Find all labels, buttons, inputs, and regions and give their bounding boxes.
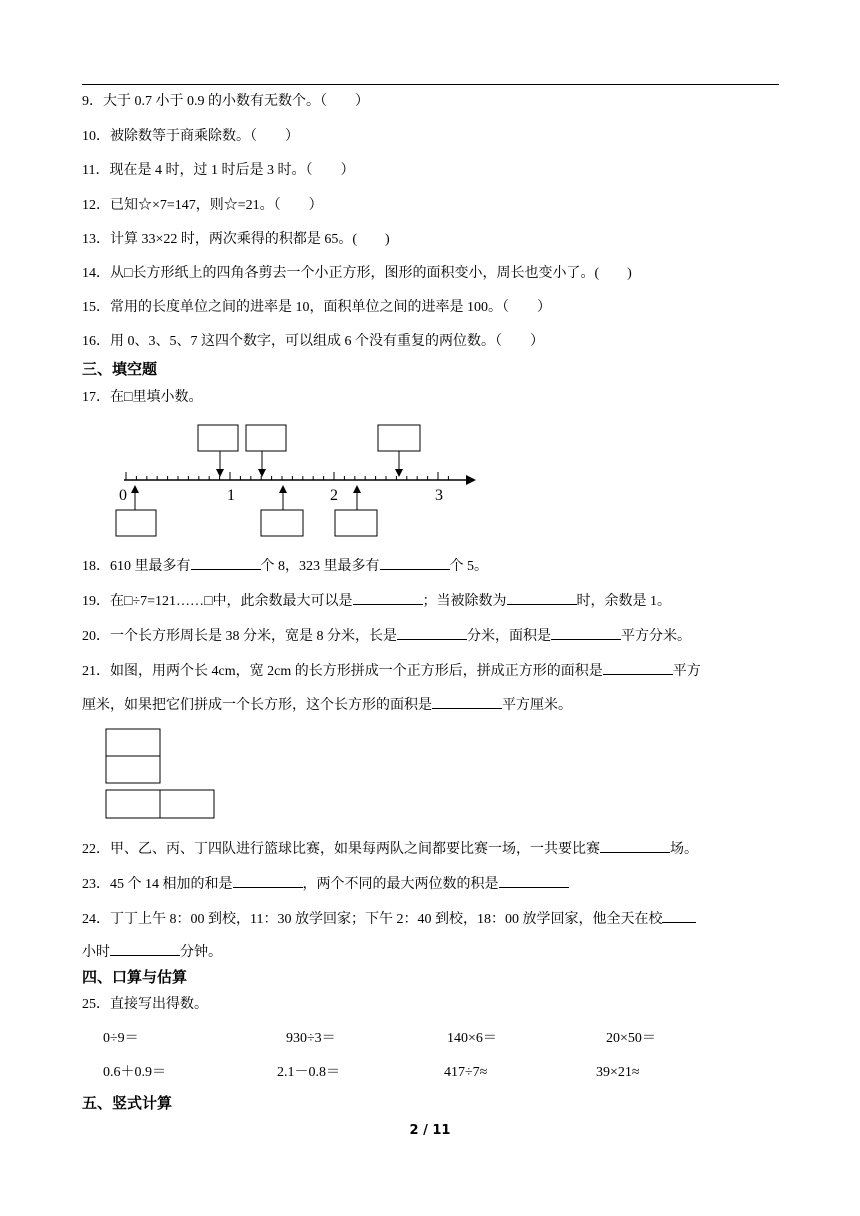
question-19: 19．在□÷7=121……□中，此余数最大可以是 ；当被除数为 时，余数是 1。	[82, 590, 671, 612]
answer-blank[interactable]	[397, 625, 467, 640]
question-25: 25．直接写出得数。	[82, 997, 208, 1012]
question-24-line-2: 小时 分钟。	[82, 941, 222, 963]
question-13: 13．计算 33×22 时，两次乘得的积都是 65。( )	[82, 232, 390, 247]
question-23: 23．45 个 14 相加的和是 ，两个不同的最大两位数的积是	[82, 873, 569, 895]
calc-item: 140×6＝	[447, 1031, 497, 1046]
calc-item: 2.1－0.8＝	[277, 1065, 340, 1080]
question-21-line-2: 厘米，如果把它们拼成一个长方形，这个长方形的面积是 平方厘米。	[82, 694, 572, 716]
question-24-line-1: 24．丁丁上午 8：00 到校，11：30 放学回家；下午 2：40 到校，18：00 放学回家，他全天在校	[82, 908, 696, 930]
tick-label: 3	[435, 487, 443, 504]
answer-blank[interactable]	[499, 873, 569, 888]
answer-blank[interactable]	[353, 590, 423, 605]
answer-blank[interactable]	[110, 941, 180, 956]
answer-blank[interactable]	[380, 555, 450, 570]
question-11: 11．现在是 4 时，过 1 时后是 3 时。（ ）	[82, 163, 355, 178]
answer-blank[interactable]	[551, 625, 621, 640]
question-9: 9．大于 0.7 小于 0.9 的小数有无数个。（ ）	[82, 94, 369, 109]
page-number: 2 / 11	[409, 1123, 451, 1138]
answer-box[interactable]	[116, 510, 156, 536]
calc-item: 0.6＋0.9＝	[103, 1065, 166, 1080]
calc-item: 20×50＝	[606, 1031, 656, 1046]
tick-label: 0	[119, 487, 127, 504]
question-21-line-1: 21．如图，用两个长 4cm，宽 2cm 的长方形拼成一个正方形后，拼成正方形的面积是 平方	[82, 660, 701, 682]
answer-box[interactable]	[198, 425, 238, 451]
answer-blank[interactable]	[600, 838, 670, 853]
answer-box[interactable]	[261, 510, 303, 536]
answer-blank[interactable]	[507, 590, 577, 605]
question-16: 16．用 0、3、5、7 这四个数字，可以组成 6 个没有重复的两位数。（ ）	[82, 334, 544, 349]
calc-item: 39×21≈	[596, 1065, 640, 1080]
section-5-title: 五、竖式计算	[82, 1094, 173, 1112]
header-rule	[82, 84, 779, 85]
question-14: 14．从□长方形纸上的四角各剪去一个小正方形，图形的面积变小，周长也变小了。( )	[82, 266, 632, 281]
number-line-figure	[110, 420, 480, 540]
tick-label: 1	[227, 487, 235, 504]
question-17: 17．在□里填小数。	[82, 390, 203, 405]
question-12: 12．已知☆×7=147，则☆=21。（ ）	[82, 198, 323, 213]
answer-blank[interactable]	[233, 873, 303, 888]
answer-blank[interactable]	[603, 660, 673, 675]
calc-item: 930÷3＝	[286, 1031, 336, 1046]
answer-box[interactable]	[378, 425, 420, 451]
calc-item: 0÷9＝	[103, 1031, 139, 1046]
question-22: 22．甲、乙、丙、丁四队进行篮球比赛，如果每两队之间都要比赛一场，一共要比赛 场。	[82, 838, 698, 860]
tick-label: 2	[330, 487, 338, 504]
section-4-title: 四、口算与估算	[82, 968, 188, 986]
answer-blank[interactable]	[662, 908, 696, 923]
question-15: 15．常用的长度单位之间的进率是 10，面积单位之间的进率是 100。（ ）	[82, 300, 551, 315]
question-10: 10．被除数等于商乘除数。（ ）	[82, 129, 299, 144]
answer-box[interactable]	[246, 425, 286, 451]
answer-box[interactable]	[335, 510, 377, 536]
calc-item: 417÷7≈	[444, 1065, 488, 1080]
question-20: 20．一个长方形周长是 38 分米，宽是 8 分米，长是 分米，面积是 平方分米。	[82, 625, 691, 647]
answer-blank[interactable]	[432, 694, 502, 709]
question-18: 18．610 里最多有 个 8，323 里最多有 个 5。	[82, 555, 488, 577]
section-3-title: 三、填空题	[82, 360, 158, 378]
rectangles-figure	[105, 728, 217, 820]
answer-blank[interactable]	[191, 555, 261, 570]
